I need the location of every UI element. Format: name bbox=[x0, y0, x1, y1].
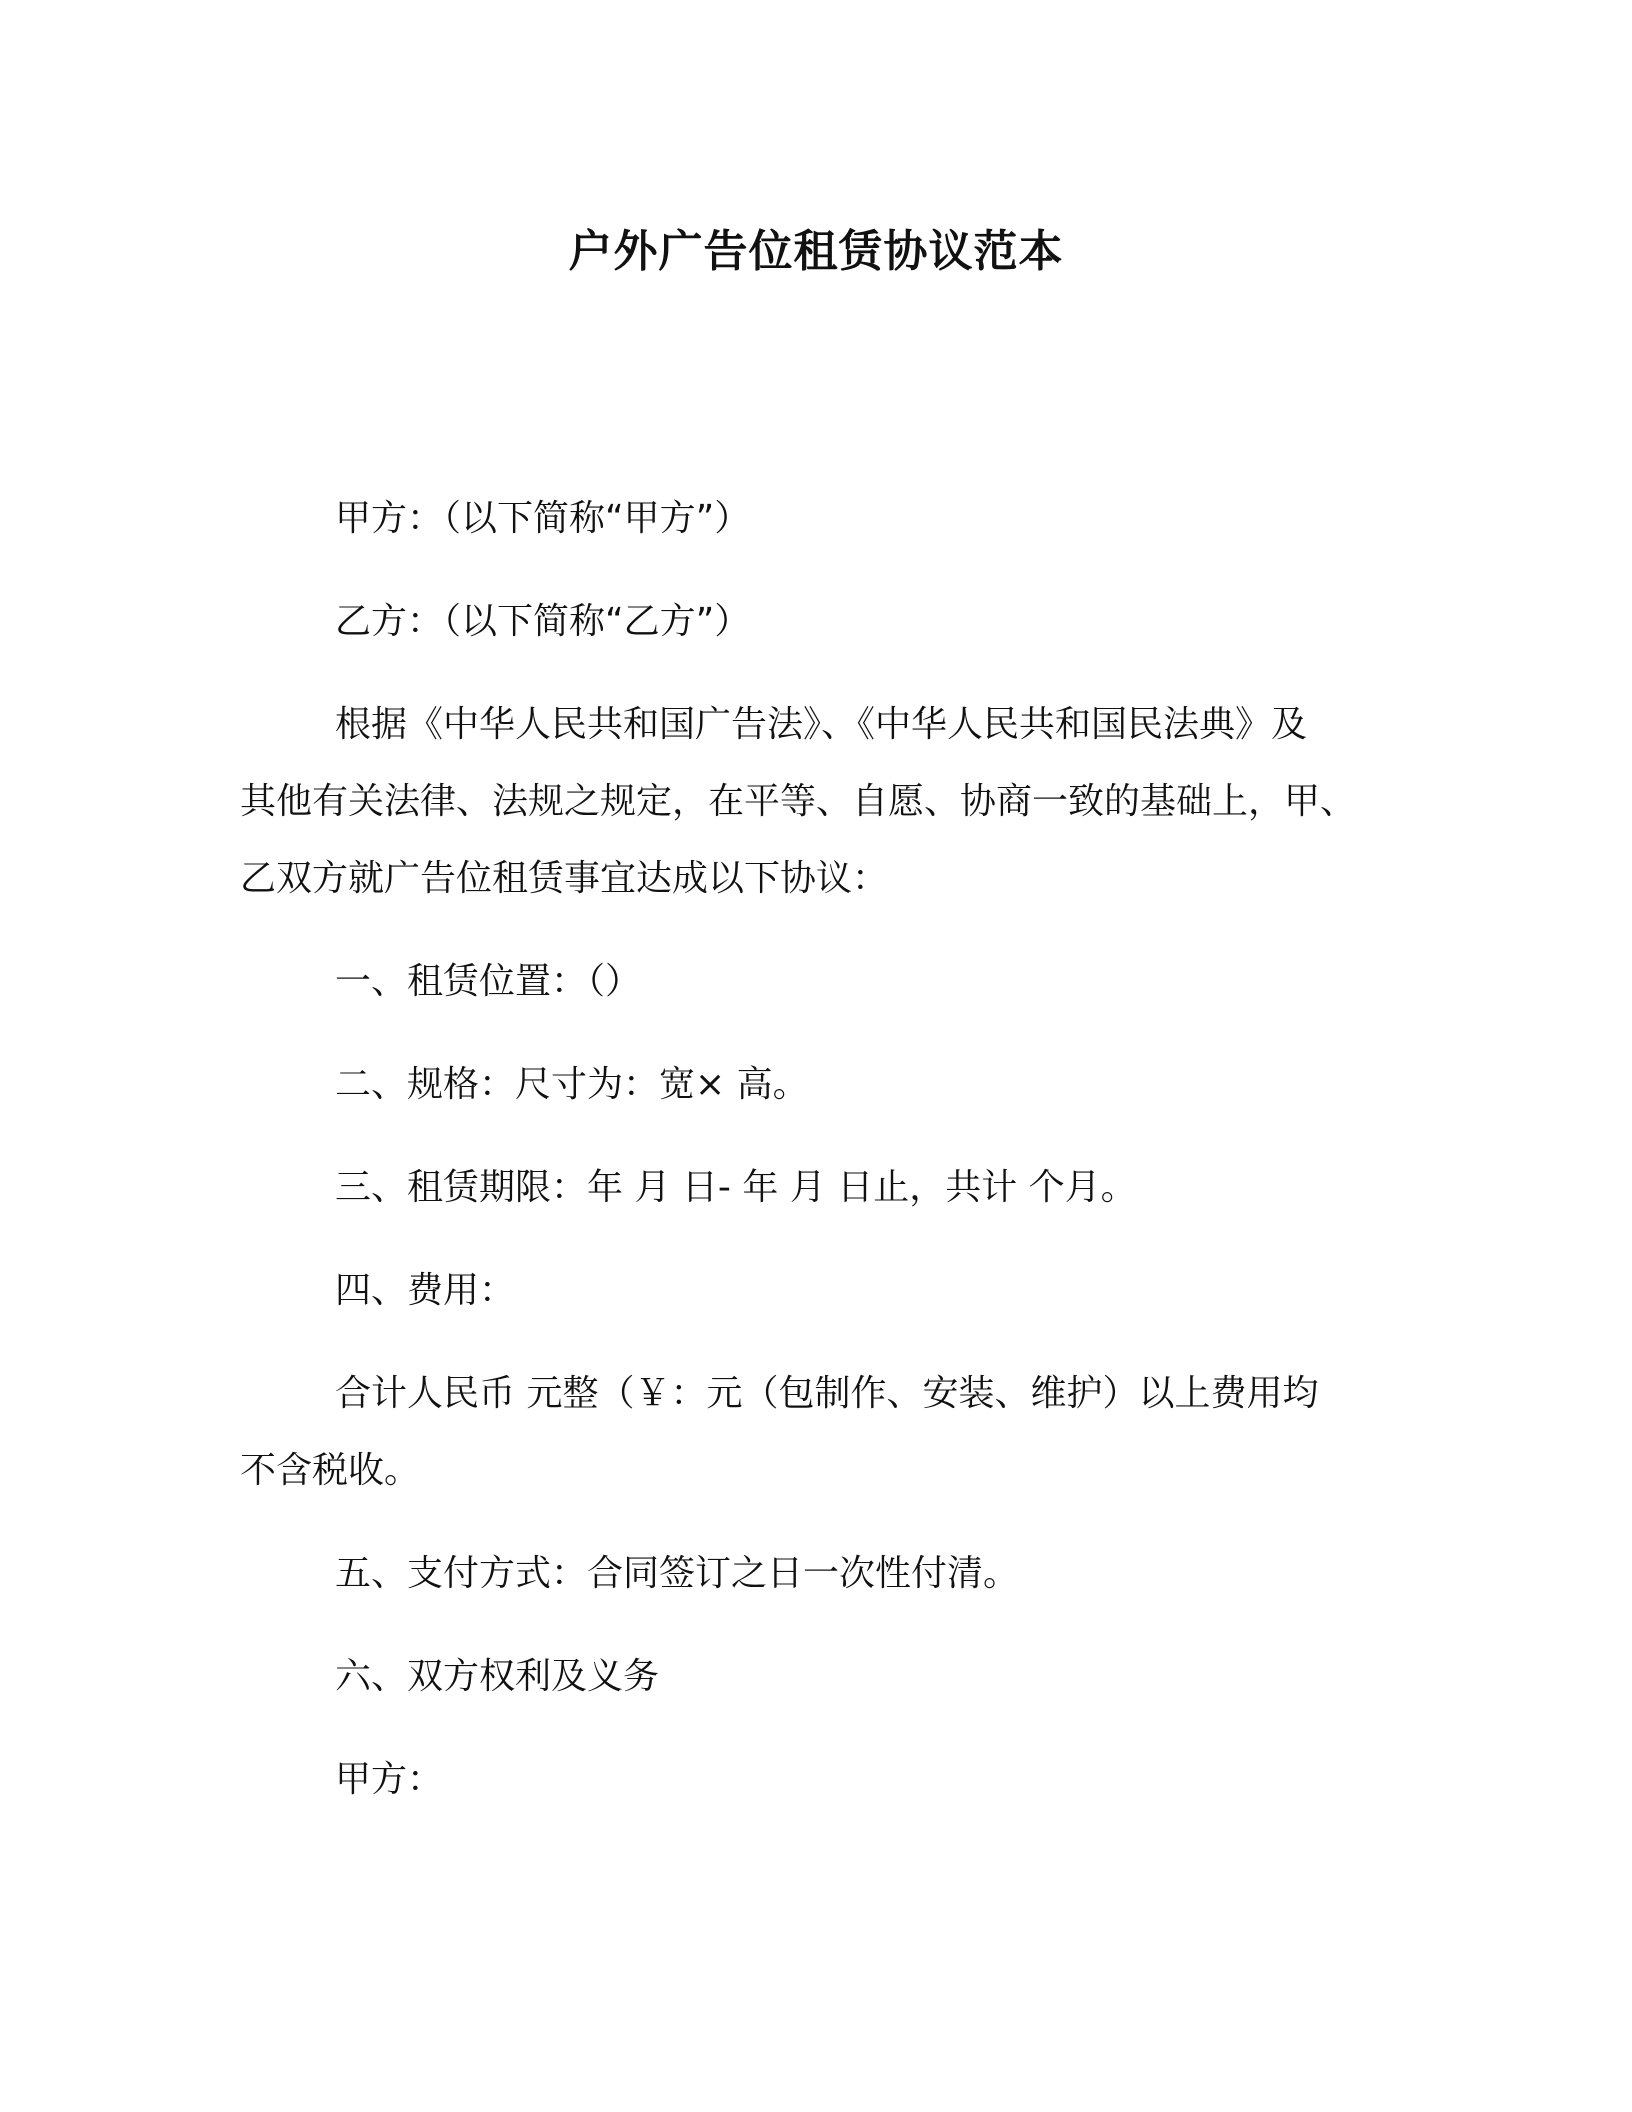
clause-rights-obligations: 六、双方权利及义务 bbox=[335, 1656, 660, 1697]
preamble-line-1: 根据《中华人民共和国广告法》、《中华人民共和国民法典》及 bbox=[335, 704, 1308, 745]
preamble-line-3: 乙双方就广告位租赁事宜达成以下协议： bbox=[240, 858, 889, 899]
party-b-line: 乙方：（以下简称“乙方”） bbox=[335, 601, 751, 642]
clause-specification: 二、规格：尺寸为：宽× 高。 bbox=[335, 1064, 809, 1105]
clause-fees: 四、费用： bbox=[335, 1270, 516, 1311]
party-a-heading: 甲方： bbox=[335, 1759, 444, 1800]
clause-term: 三、租赁期限：年 月 日- 年 月 日止，共计 个月。 bbox=[335, 1167, 1137, 1208]
clause-payment: 五、支付方式：合同签订之日一次性付清。 bbox=[335, 1553, 1020, 1594]
clause-location: 一、租赁位置：（） bbox=[335, 961, 642, 1002]
fees-line-2: 不含税收。 bbox=[240, 1450, 421, 1491]
fees-line-1: 合计人民币 元整（￥：元（包制作、安装、维护）以上费用均 bbox=[335, 1373, 1319, 1414]
document-title: 户外广告位租赁协议范本 bbox=[568, 226, 1064, 277]
preamble-line-2: 其他有关法律、法规之规定，在平等、自愿、协商一致的基础上，甲、 bbox=[240, 781, 1357, 822]
party-a-line: 甲方：（以下简称“甲方”） bbox=[335, 498, 751, 539]
